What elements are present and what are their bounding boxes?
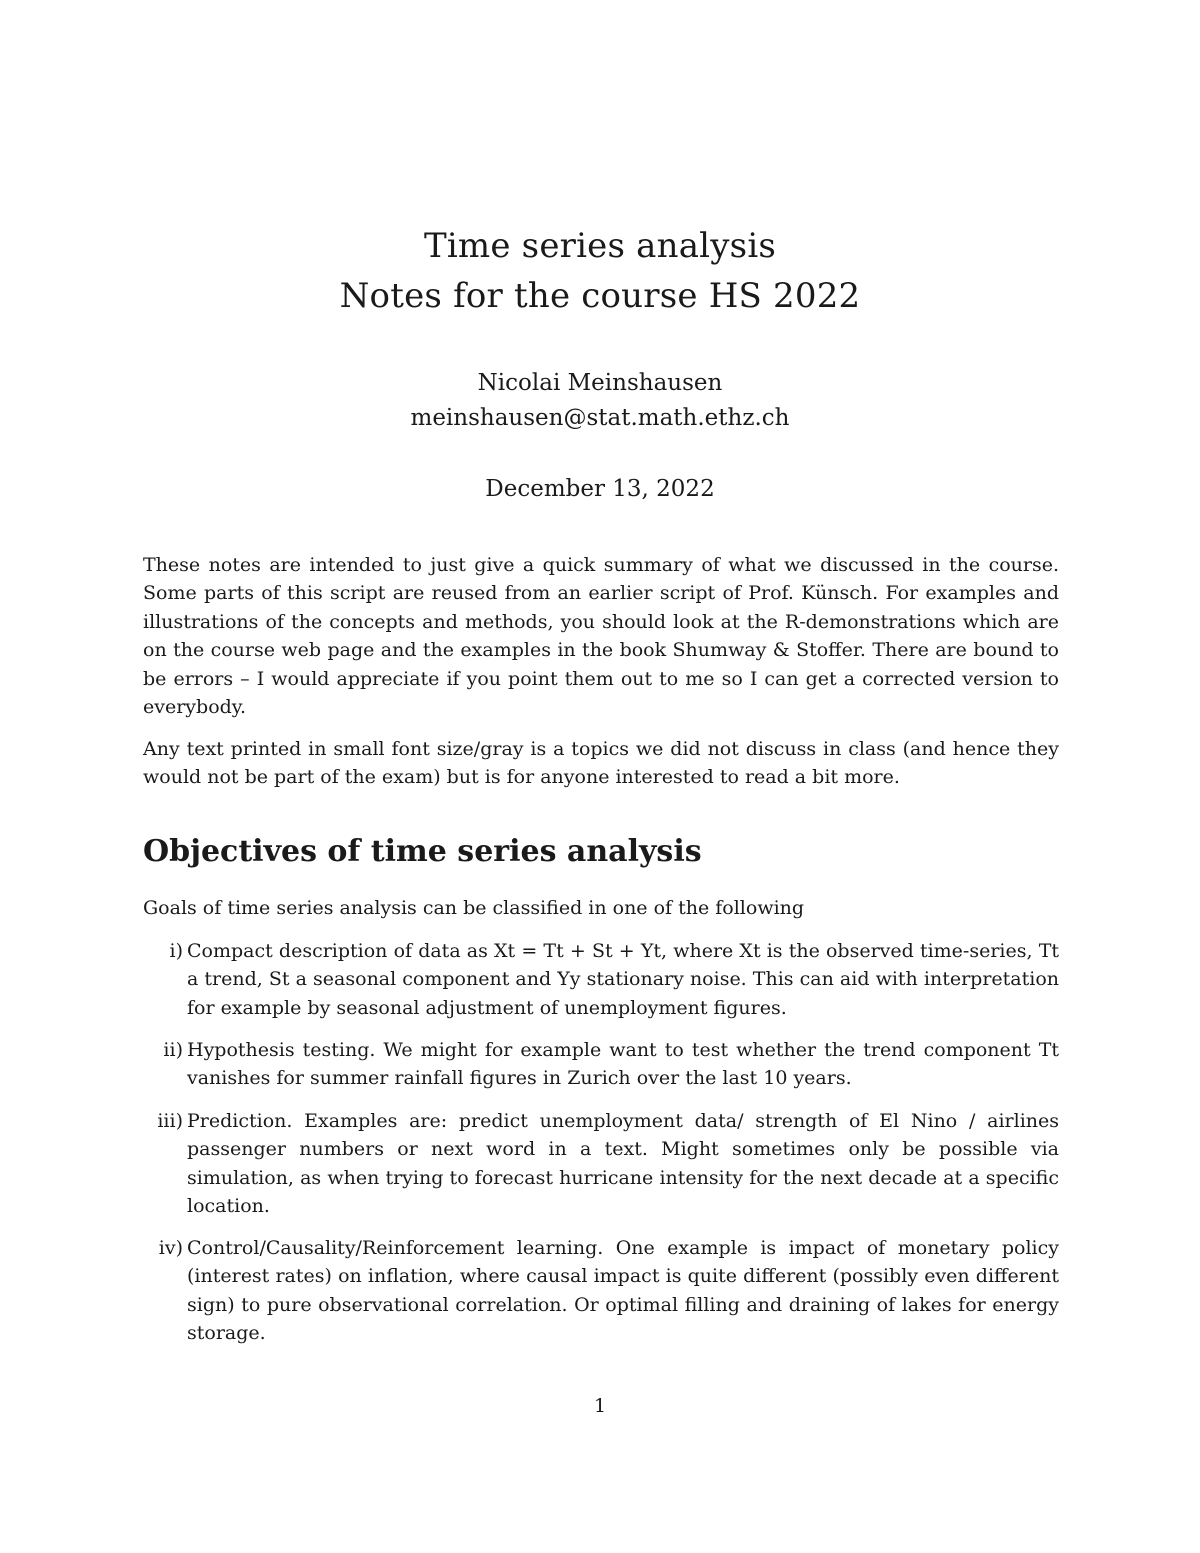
list-item-text: Hypothesis testing. We might for example want to test whether the trend component Tt vanishes for summer rainfall figures in Zurich over the last 10 years. bbox=[187, 1039, 1059, 1090]
document-date: December 13, 2022 bbox=[485, 476, 715, 502]
list-item-text: Compact description of data as Xt = Tt + St + Yt, where Xt is the observed time-series, Tt a trend, St a seasonal component and Yy stationary noise. This can aid with interpretation for example by seasonal adjustment of unemployment figures. bbox=[187, 940, 1059, 1019]
intro-paragraph-2: Any text printed in small font size/gray is a topics we did not discuss in class (and hence they would not be part of the exam) but is for anyone interested to read a bit more. bbox=[143, 738, 1059, 789]
list-item-label: i) bbox=[169, 940, 183, 962]
list-item-text: Control/Causality/Reinforcement learning. One example is impact of monetary policy (interest rates) on inflation, where causal impact is quite different (possibly even different sign) to pure observational correlation. Or optimal filling and draining of lakes for energy storage. bbox=[187, 1237, 1059, 1345]
author-email: meinshausen@stat.math.ethz.ch bbox=[410, 405, 790, 431]
list-item-label: ii) bbox=[163, 1039, 183, 1061]
title-line-1: Time series analysis bbox=[423, 226, 777, 266]
section-lead: Goals of time series analysis can be classified in one of the following bbox=[143, 897, 805, 919]
intro-paragraph-1: These notes are intended to just give a quick summary of what we discussed in the course. Some parts of this script are reused from an earlier script of Prof. Künsch. For examples and illustrations of the concepts and methods, you should look at the R-demonstrations which are on the course web page and the examples in the book Shumway & Stoffer. There are bound to be errors – I would appreciate if you point them out to me so I can get a corrected version to everybody. bbox=[143, 554, 1059, 719]
section-heading: Objectives of time series analysis bbox=[143, 834, 702, 869]
list-item-text: Prediction. Examples are: predict unemployment data/ strength of El Nino / airlines passenger numbers or next word in a text. Might sometimes only be possible via simulation, as when trying to forecast hurricane intensity for the next decade at a specific location. bbox=[187, 1110, 1059, 1218]
list-item-label: iv) bbox=[158, 1237, 183, 1259]
list-item-label: iii) bbox=[157, 1110, 183, 1132]
author-name: Nicolai Meinshausen bbox=[477, 370, 723, 396]
page-number: 1 bbox=[593, 1395, 607, 1417]
title-line-2: Notes for the course HS 2022 bbox=[339, 276, 861, 316]
